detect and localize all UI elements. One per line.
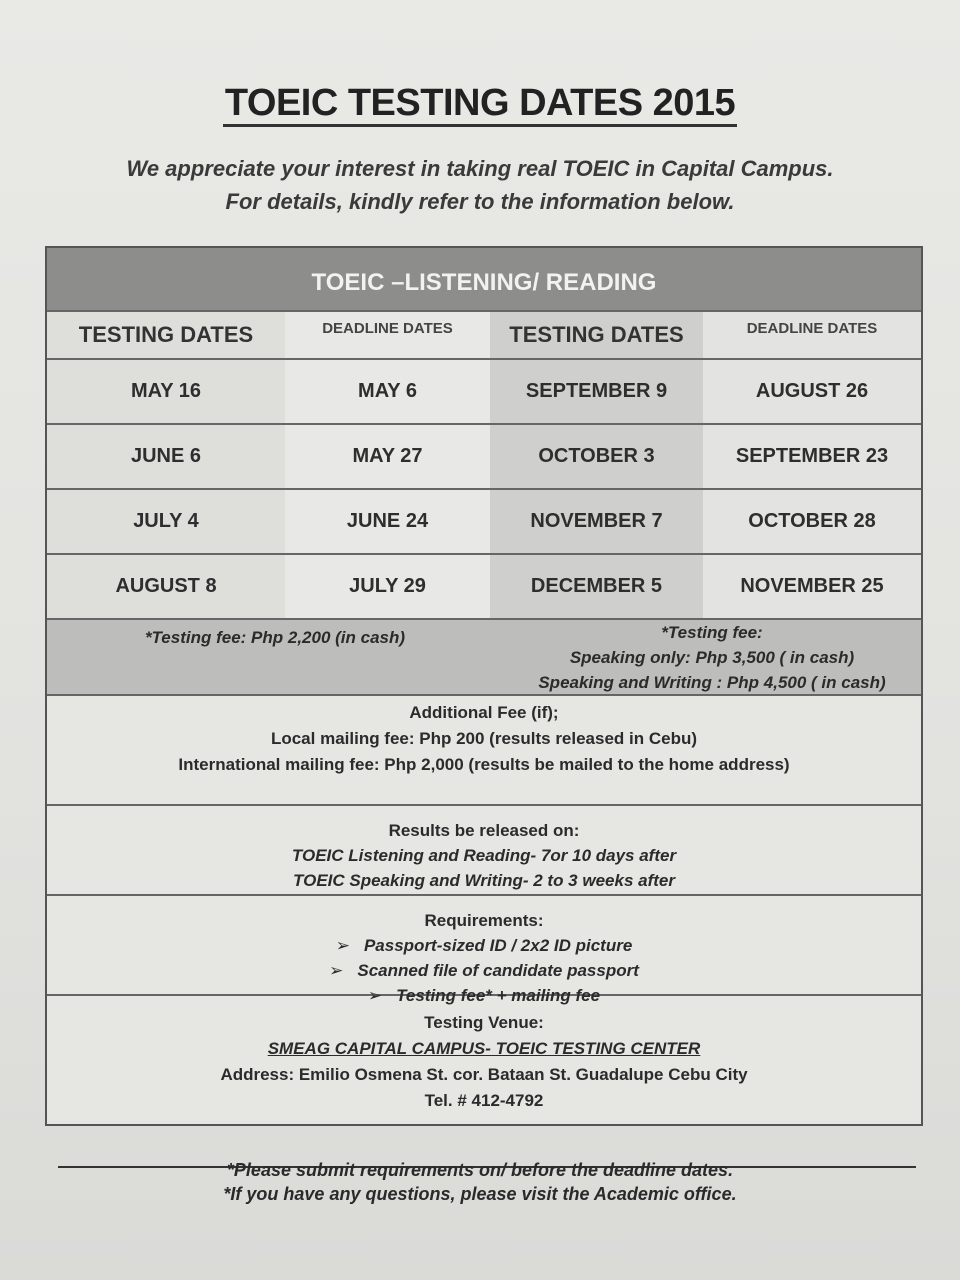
table-cell: MAY 6 bbox=[285, 360, 490, 423]
col-header-testing-dates-1: TESTING DATES bbox=[47, 312, 285, 358]
col-header-deadline-dates-1: DEADLINE DATES bbox=[285, 312, 490, 358]
table-cell: MAY 16 bbox=[47, 360, 285, 423]
intro-line-2: For details, kindly refer to the information below. bbox=[225, 189, 735, 214]
fee-speaking-writing: Speaking and Writing : Php 4,500 ( in cash) bbox=[538, 673, 886, 692]
fee-speaking-only: Speaking only: Php 3,500 ( in cash) bbox=[569, 648, 855, 667]
results-speaking-writing: TOEIC Speaking and Writing- 2 to 3 weeks after bbox=[293, 871, 675, 890]
schedule-table bbox=[45, 246, 923, 1126]
venue-address: Address: Emilio Osmena St. cor. Bataan St. Guadalupe Cebu City bbox=[220, 1065, 748, 1084]
additional-fee-heading: Additional Fee (if); bbox=[409, 703, 559, 722]
listening-reading-fee: *Testing fee: Php 2,200 (in cash) bbox=[144, 628, 406, 647]
arrow-bullet-icon: ➢ bbox=[335, 936, 350, 955]
international-mailing-fee: International mailing fee: Php 2,000 (results be mailed to the home address) bbox=[178, 755, 790, 774]
col-header-deadline-dates-2: DEADLINE DATES bbox=[703, 312, 921, 358]
table-row bbox=[47, 423, 921, 488]
footer-line-2: *If you have any questions, please visit the Academic office. bbox=[223, 1184, 737, 1204]
fee-title: *Testing fee: bbox=[661, 623, 763, 642]
column-header-row bbox=[47, 310, 921, 358]
table-cell: SEPTEMBER 23 bbox=[703, 425, 921, 488]
table-cell: JUNE 6 bbox=[47, 425, 285, 488]
table-cell: JUNE 24 bbox=[285, 490, 490, 553]
venue-section bbox=[47, 994, 921, 1124]
results-heading: Results be released on: bbox=[388, 821, 580, 840]
table-cell: OCTOBER 3 bbox=[490, 425, 703, 488]
table-cell: AUGUST 26 bbox=[703, 360, 921, 423]
table-cell: JULY 4 bbox=[47, 490, 285, 553]
table-cell: DECEMBER 5 bbox=[490, 555, 703, 618]
table-cell: MAY 27 bbox=[285, 425, 490, 488]
results-section bbox=[47, 804, 921, 894]
table-cell: JULY 29 bbox=[285, 555, 490, 618]
venue-name: SMEAG CAPITAL CAMPUS- TOEIC TESTING CENTER bbox=[267, 1039, 701, 1058]
intro-line-1: We appreciate your interest in taking real TOEIC in Capital Campus. bbox=[126, 156, 834, 181]
table-row bbox=[47, 553, 921, 618]
list-item: ➢ Scanned file of candidate passport bbox=[329, 961, 639, 980]
table-cell: OCTOBER 28 bbox=[703, 490, 921, 553]
table-cell: NOVEMBER 7 bbox=[490, 490, 703, 553]
table-row bbox=[47, 358, 921, 423]
list-item: ➢ Testing fee* + mailing fee bbox=[367, 986, 601, 1005]
footer-line-1: *Please submit requirements on/ before the deadline dates. bbox=[226, 1160, 734, 1180]
testing-fee-row bbox=[47, 618, 921, 694]
requirements-heading: Requirements: bbox=[424, 911, 544, 930]
arrow-bullet-icon: ➢ bbox=[329, 961, 344, 980]
requirements-section bbox=[47, 894, 921, 1005]
speaking-writing-fee bbox=[503, 620, 921, 694]
list-item: ➢ Passport-sized ID / 2x2 ID picture bbox=[335, 936, 633, 955]
intro-text bbox=[0, 152, 960, 218]
table-cell: SEPTEMBER 9 bbox=[490, 360, 703, 423]
table-row bbox=[47, 488, 921, 553]
arrow-bullet-icon: ➢ bbox=[367, 986, 383, 1005]
additional-fee-section bbox=[47, 694, 921, 804]
local-mailing-fee: Local mailing fee: Php 200 (results released in Cebu) bbox=[270, 729, 698, 748]
venue-heading: Testing Venue: bbox=[424, 1013, 544, 1032]
table-header: TOEIC –LISTENING/ READING bbox=[47, 248, 921, 310]
table-cell: AUGUST 8 bbox=[47, 555, 285, 618]
venue-tel: Tel. # 412-4792 bbox=[424, 1091, 544, 1110]
col-header-testing-dates-2: TESTING DATES bbox=[490, 312, 703, 358]
results-listening-reading: TOEIC Listening and Reading- 7or 10 days after bbox=[291, 846, 677, 865]
footer-notes bbox=[0, 1158, 960, 1206]
table-cell: NOVEMBER 25 bbox=[703, 555, 921, 618]
page-title: TOEIC TESTING DATES 2015 bbox=[0, 82, 960, 125]
